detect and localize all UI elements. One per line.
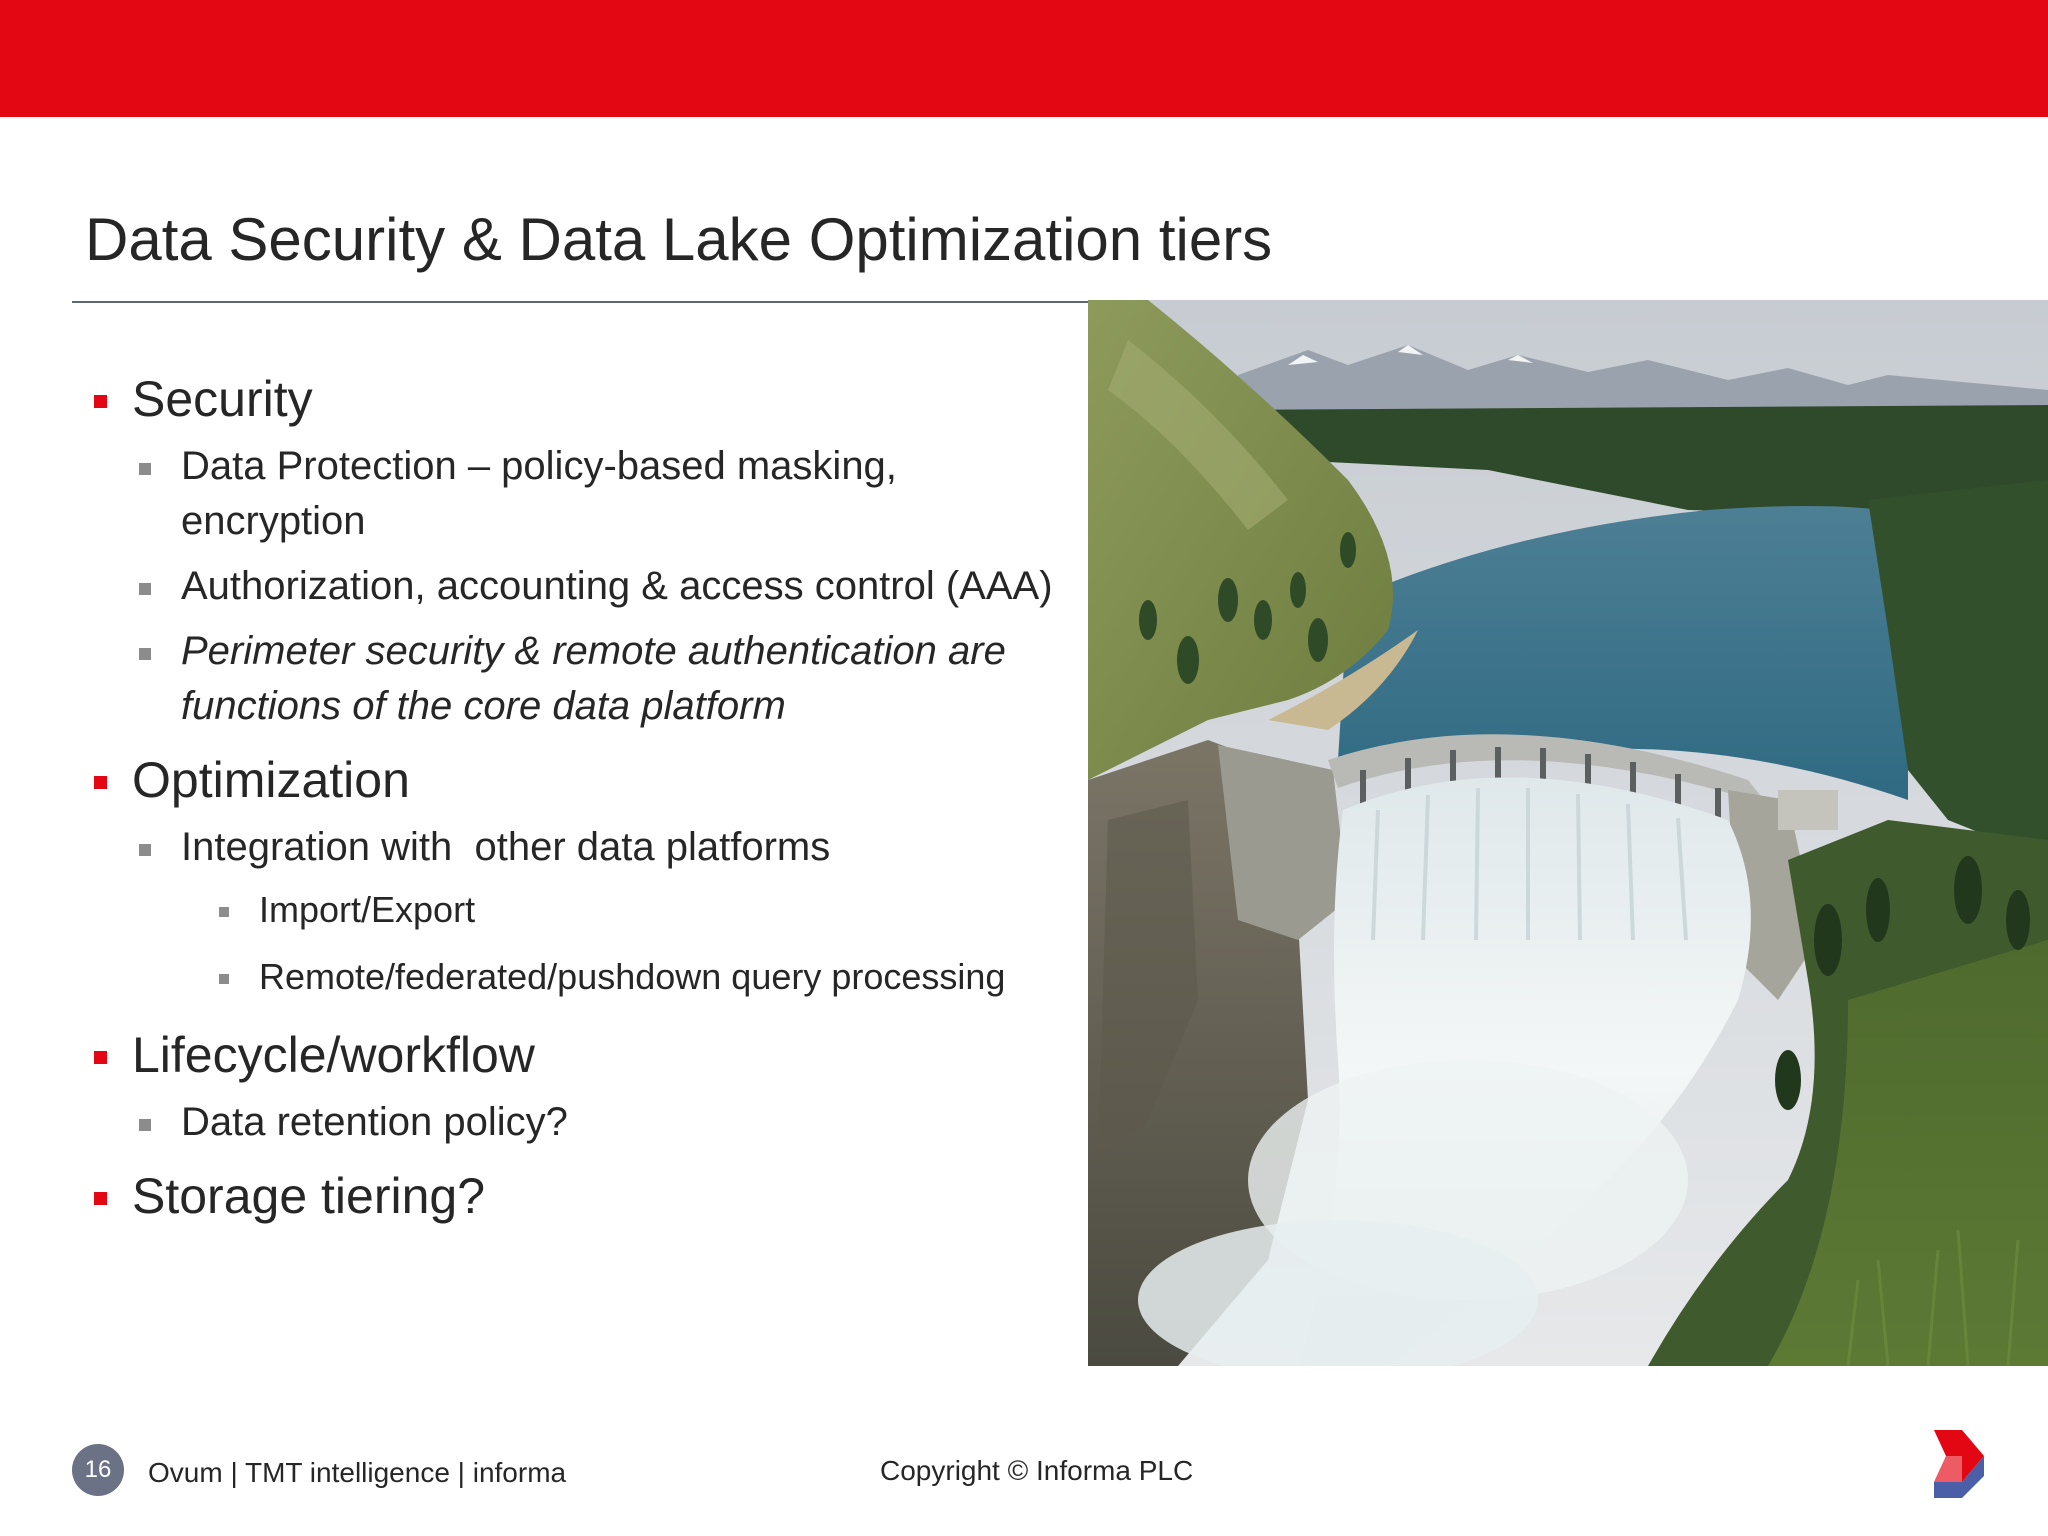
footer-copyright: Copyright © Informa PLC (880, 1455, 1194, 1486)
sub-bullet-aaa: Authorization, accounting & access control (AAA) (136, 559, 1080, 614)
title-divider (72, 301, 1090, 303)
informa-logo-icon (1928, 1426, 1988, 1502)
sub-sub-bullet-import-export: Import/Export (219, 885, 1080, 935)
bullet-optimization (90, 744, 1080, 1002)
bullet-security (90, 363, 1080, 734)
sub-bullet-integration-label: Integration with other data platforms (181, 825, 831, 869)
bullet-storage-label: Storage tiering? (132, 1168, 486, 1224)
sub-bullet-data-retention: Data retention policy? (136, 1095, 1080, 1150)
bullet-storage-tiering (90, 1160, 1080, 1232)
bullet-lifecycle (90, 1019, 1080, 1150)
sub-bullet-data-protection: Data Protection – policy-based masking, encryption (136, 439, 1080, 549)
bullet-security-label: Security (132, 371, 313, 427)
footer-brand: Ovum | TMT intelligence | informa (148, 1457, 567, 1488)
sub-bullet-perimeter-security: Perimeter security & remote authentication are functions of the core data platform (136, 624, 1080, 734)
page-number-badge: 16 (72, 1444, 124, 1496)
bullet-optimization-label: Optimization (132, 752, 410, 808)
sub-sub-bullet-query-processing: Remote/federated/pushdown query processing (219, 952, 1080, 1002)
sub-bullet-integration (136, 820, 1080, 1002)
dam-photo (1088, 300, 2048, 1366)
header-bar (0, 0, 2048, 117)
bullet-lifecycle-label: Lifecycle/workflow (132, 1027, 535, 1083)
slide-title: Data Security & Data Lake Optimization tiers (85, 206, 1273, 273)
bullet-list (90, 355, 1080, 1232)
